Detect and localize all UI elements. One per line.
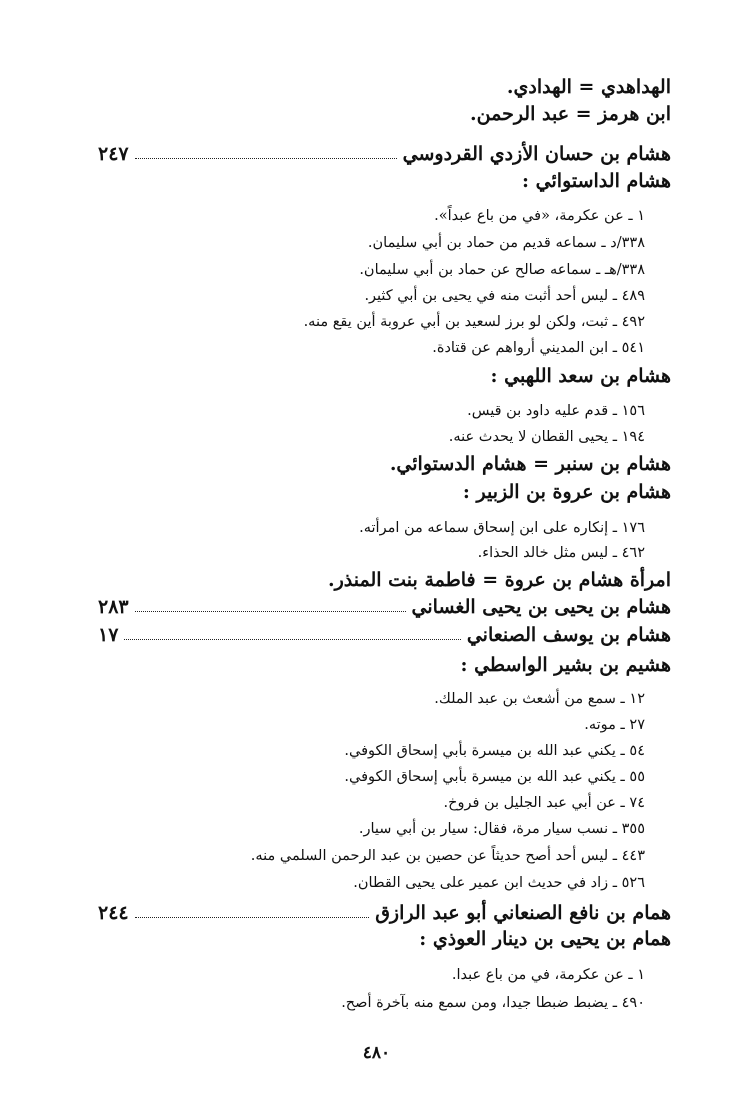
index-subentry: ٢٧ ـ موته. xyxy=(584,717,645,733)
index-subentry: ٤٤٣ ـ ليس أحد أصح حديثاً عن حصين بن عبد الرحمن السلمي منه. xyxy=(250,848,645,864)
index-heading: هشام الداستوائي : xyxy=(522,170,671,192)
index-subentry: ١ ـ عن عكرمة، «في من باع عبداً». xyxy=(434,208,645,224)
index-subentry: ١٧٦ ـ إنكاره على ابن إسحاق سماعه من امرأته. xyxy=(359,520,645,536)
index-subentry: ١ ـ عن عكرمة، في من باع عبدا. xyxy=(451,967,645,983)
entry-label: هشام بن يحيى بن يحيى الغساني xyxy=(411,596,671,618)
index-entry-with-page xyxy=(98,141,671,167)
entry-label: همام بن نافع الصنعاني أبو عبد الرازق xyxy=(375,902,671,924)
entry-label: هشام بن حسان الأزدي القردوسي xyxy=(402,143,671,165)
index-subentry: ٤٦٢ ـ ليس مثل خالد الحذاء. xyxy=(477,545,645,561)
dot-leader xyxy=(135,158,397,159)
entry-page-number: ٢٨٣ xyxy=(98,596,129,618)
index-heading: امرأة هشام بن عروة = فاطمة بنت المنذر. xyxy=(327,569,671,591)
dot-leader xyxy=(135,611,406,612)
index-heading: ابن هرمز = عبد الرحمن. xyxy=(470,103,671,125)
index-subentry: ٧٤ ـ عن أبي عبد الجليل بن فروخ. xyxy=(443,795,645,811)
index-subentry: ٤٩٢ ـ ثبت، ولكن لو برز لسعيد بن أبي عروبة أين يقع منه. xyxy=(303,314,645,330)
page-number: ٤٨٠ xyxy=(362,1043,391,1063)
entry-page-number: ٢٤٤ xyxy=(98,902,129,924)
index-subentry: ٣٣٨/هـ ـ سماعه صالح عن حماد بن أبي سليمان. xyxy=(359,262,645,278)
index-subentry: ٥٥ ـ يكني عبد الله بن ميسرة بأبي إسحاق الكوفي. xyxy=(344,769,645,785)
index-heading: هشام بن سنبر = هشام الدستوائي. xyxy=(389,453,671,475)
entry-page-number: ٢٤٧ xyxy=(98,143,129,165)
index-subentry: ٥٤١ ـ ابن المديني أرواهم عن قتادة. xyxy=(432,340,645,356)
index-subentry: ١٥٦ ـ قدم عليه داود بن قيس. xyxy=(467,403,645,419)
index-subentry: ٥٤ ـ يكني عبد الله بن ميسرة بأبي إسحاق الكوفي. xyxy=(344,743,645,759)
index-entry-with-page xyxy=(98,622,671,648)
index-heading: الهداهدي = الهدادي. xyxy=(506,76,671,98)
index-subentry: ١٩٤ ـ يحيى القطان لا يحدث عنه. xyxy=(448,429,645,445)
entry-page-number: ١٧ xyxy=(98,624,119,646)
index-entry-with-page xyxy=(98,900,671,926)
index-subentry: ٣٣٨/د ـ سماعه قديم من حماد بن أبي سليمان. xyxy=(367,235,645,251)
index-subentry: ٥٢٦ ـ زاد في حديث ابن عمير على يحيى القطان. xyxy=(353,875,645,891)
index-heading: هشيم بن بشير الواسطي : xyxy=(460,654,671,676)
index-heading: همام بن يحيى بن دينار العوذي : xyxy=(419,928,671,950)
index-heading: هشام بن سعد اللهبي : xyxy=(490,365,671,387)
index-entry-with-page xyxy=(98,594,671,620)
dot-leader xyxy=(135,917,370,918)
index-subentry: ١٢ ـ سمع من أشعث بن عبد الملك. xyxy=(434,691,645,707)
dot-leader xyxy=(124,639,460,640)
index-subentry: ٣٥٥ ـ نسب سيار مرة، فقال: سيار بن أبي سيار. xyxy=(358,821,645,837)
index-subentry: ٤٨٩ ـ ليس أحد أثبت منه في يحيى بن أبي كثير. xyxy=(364,288,645,304)
index-heading: هشام بن عروة بن الزبير : xyxy=(462,481,671,503)
entry-label: هشام بن يوسف الصنعاني xyxy=(466,624,671,646)
index-subentry: ٤٩٠ ـ يضبط ضبطا جيدا، ومن سمع منه بآخرة أصح. xyxy=(341,995,645,1011)
